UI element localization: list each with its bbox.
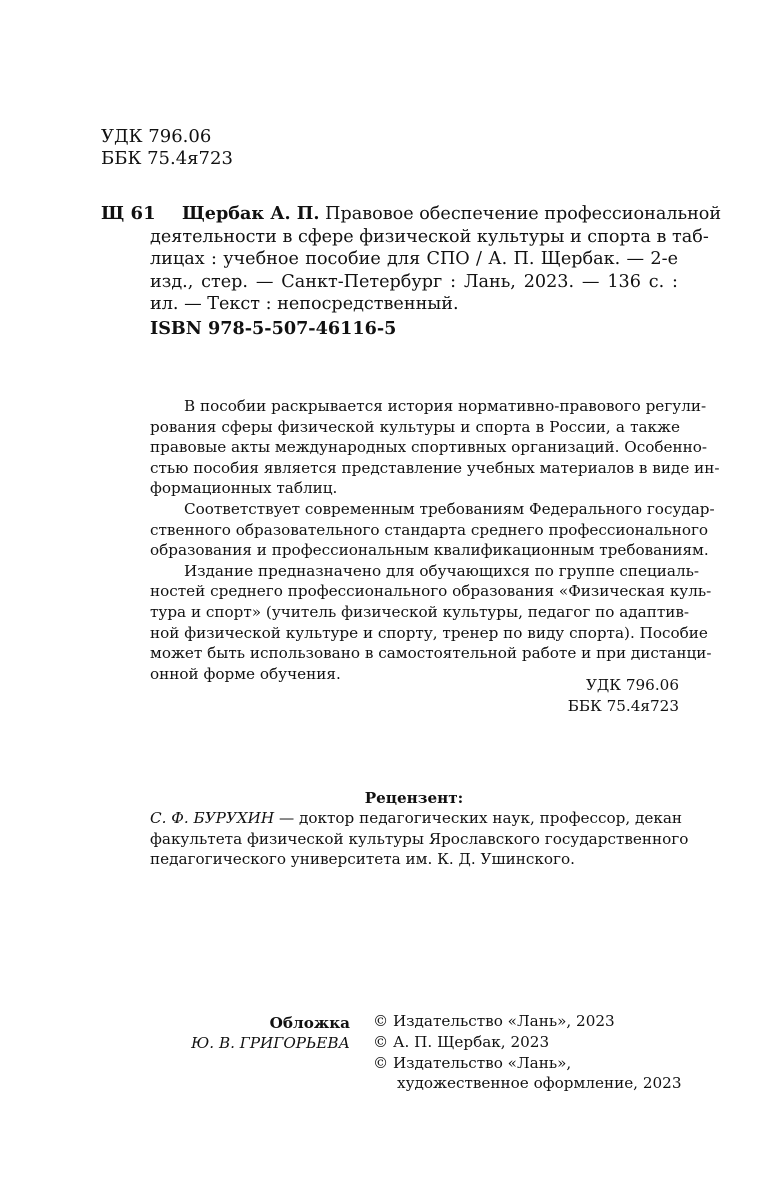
biblio-line-1: Щербак А. П. Правовое обеспечение профессиональной <box>182 203 722 224</box>
reviewer-info <box>150 808 689 870</box>
annotation-line: может быть использовано в самостоятельной работе и при дистанци- <box>150 644 712 663</box>
reviewer-line-3: педагогического университета им. К. Д. Ушинского. <box>150 850 575 869</box>
annotation-line: ностей среднего профессионального образования «Физическая куль- <box>150 582 712 601</box>
annotation-line: Издание предназначено для обучающихся по группе специаль- <box>184 561 699 580</box>
annotation-line: В пособии раскрывается история нормативно-правового регули- <box>184 397 707 415</box>
copyright-design-cont: художественное оформление, 2023 <box>397 1074 682 1093</box>
author-mark: Щ 61 <box>101 203 156 224</box>
annotation-line: образования и профессиональным квалификационным требованиям. <box>150 541 709 560</box>
reviewer-heading: Рецензент: <box>364 789 464 807</box>
biblio-line-2: деятельности в сфере физической культуры и спорта в таб- <box>150 226 709 247</box>
annotation-line: ной физической культуре и спорту, тренер по виду спорта). Пособие <box>150 623 708 642</box>
annotation-line: ственного образовательного стандарта среднего профессионального <box>150 520 709 539</box>
cover-label: Обложка <box>269 1014 350 1032</box>
reviewer-line-2: факультета физической культуры Ярославского государственного <box>150 829 689 848</box>
udk-code: УДК 796.06 <box>585 676 679 694</box>
biblio-line-5: ил. — Текст : непосредственный. <box>150 294 459 314</box>
copyright-publisher: © Издательство «Лань», 2023 <box>373 1012 615 1030</box>
bbk-code: ББК 75.4я723 <box>567 697 679 715</box>
bibliographic-record <box>150 203 722 316</box>
annotation-line: стью пособия является представление учебных материалов в виде ин- <box>150 458 720 477</box>
bbk-code: ББК 75.4я723 <box>101 148 233 169</box>
reviewer-line-1: С. Ф. БУРУХИН — доктор педагогических наук, профессор, декан <box>150 809 683 827</box>
annotation-line: тура и спорт» (учитель физической культуры, педагог по адаптив- <box>150 602 690 621</box>
annotation-line: Соответствует современным требованиям Федерального государ- <box>184 499 715 518</box>
isbn: ISBN 978-5-507-46116-5 <box>150 318 397 339</box>
copyright-notices <box>373 1011 682 1094</box>
author-name: Щербак А. П. <box>182 203 320 224</box>
annotation-line: рования сферы физической культуры и спорта в России, а также <box>150 417 680 436</box>
biblio-line-4: изд., стер. — Санкт-Петербург : Лань, 2023. — 136 с. : <box>150 271 678 292</box>
annotation-line: правовые акты международных спортивных организаций. Особенно- <box>150 438 708 457</box>
copyright-author: © А. П. Щербак, 2023 <box>373 1032 550 1051</box>
cover-designer: Ю. В. ГРИГОРЬЕВА <box>191 1034 350 1052</box>
udk-code: УДК 796.06 <box>101 126 212 147</box>
copyright-design: © Издательство «Лань», <box>373 1053 572 1072</box>
annotation-line: онной форме обучения. <box>150 664 341 683</box>
annotation-line: формационных таблиц. <box>150 479 338 498</box>
annotation <box>150 396 720 684</box>
classification-right <box>568 675 679 717</box>
reviewer-name: С. Ф. БУРУХИН <box>150 809 275 827</box>
biblio-line-3: лицах : учебное пособие для СПО / А. П. Щербак. — 2-е <box>150 249 678 269</box>
classification-top <box>101 126 233 170</box>
